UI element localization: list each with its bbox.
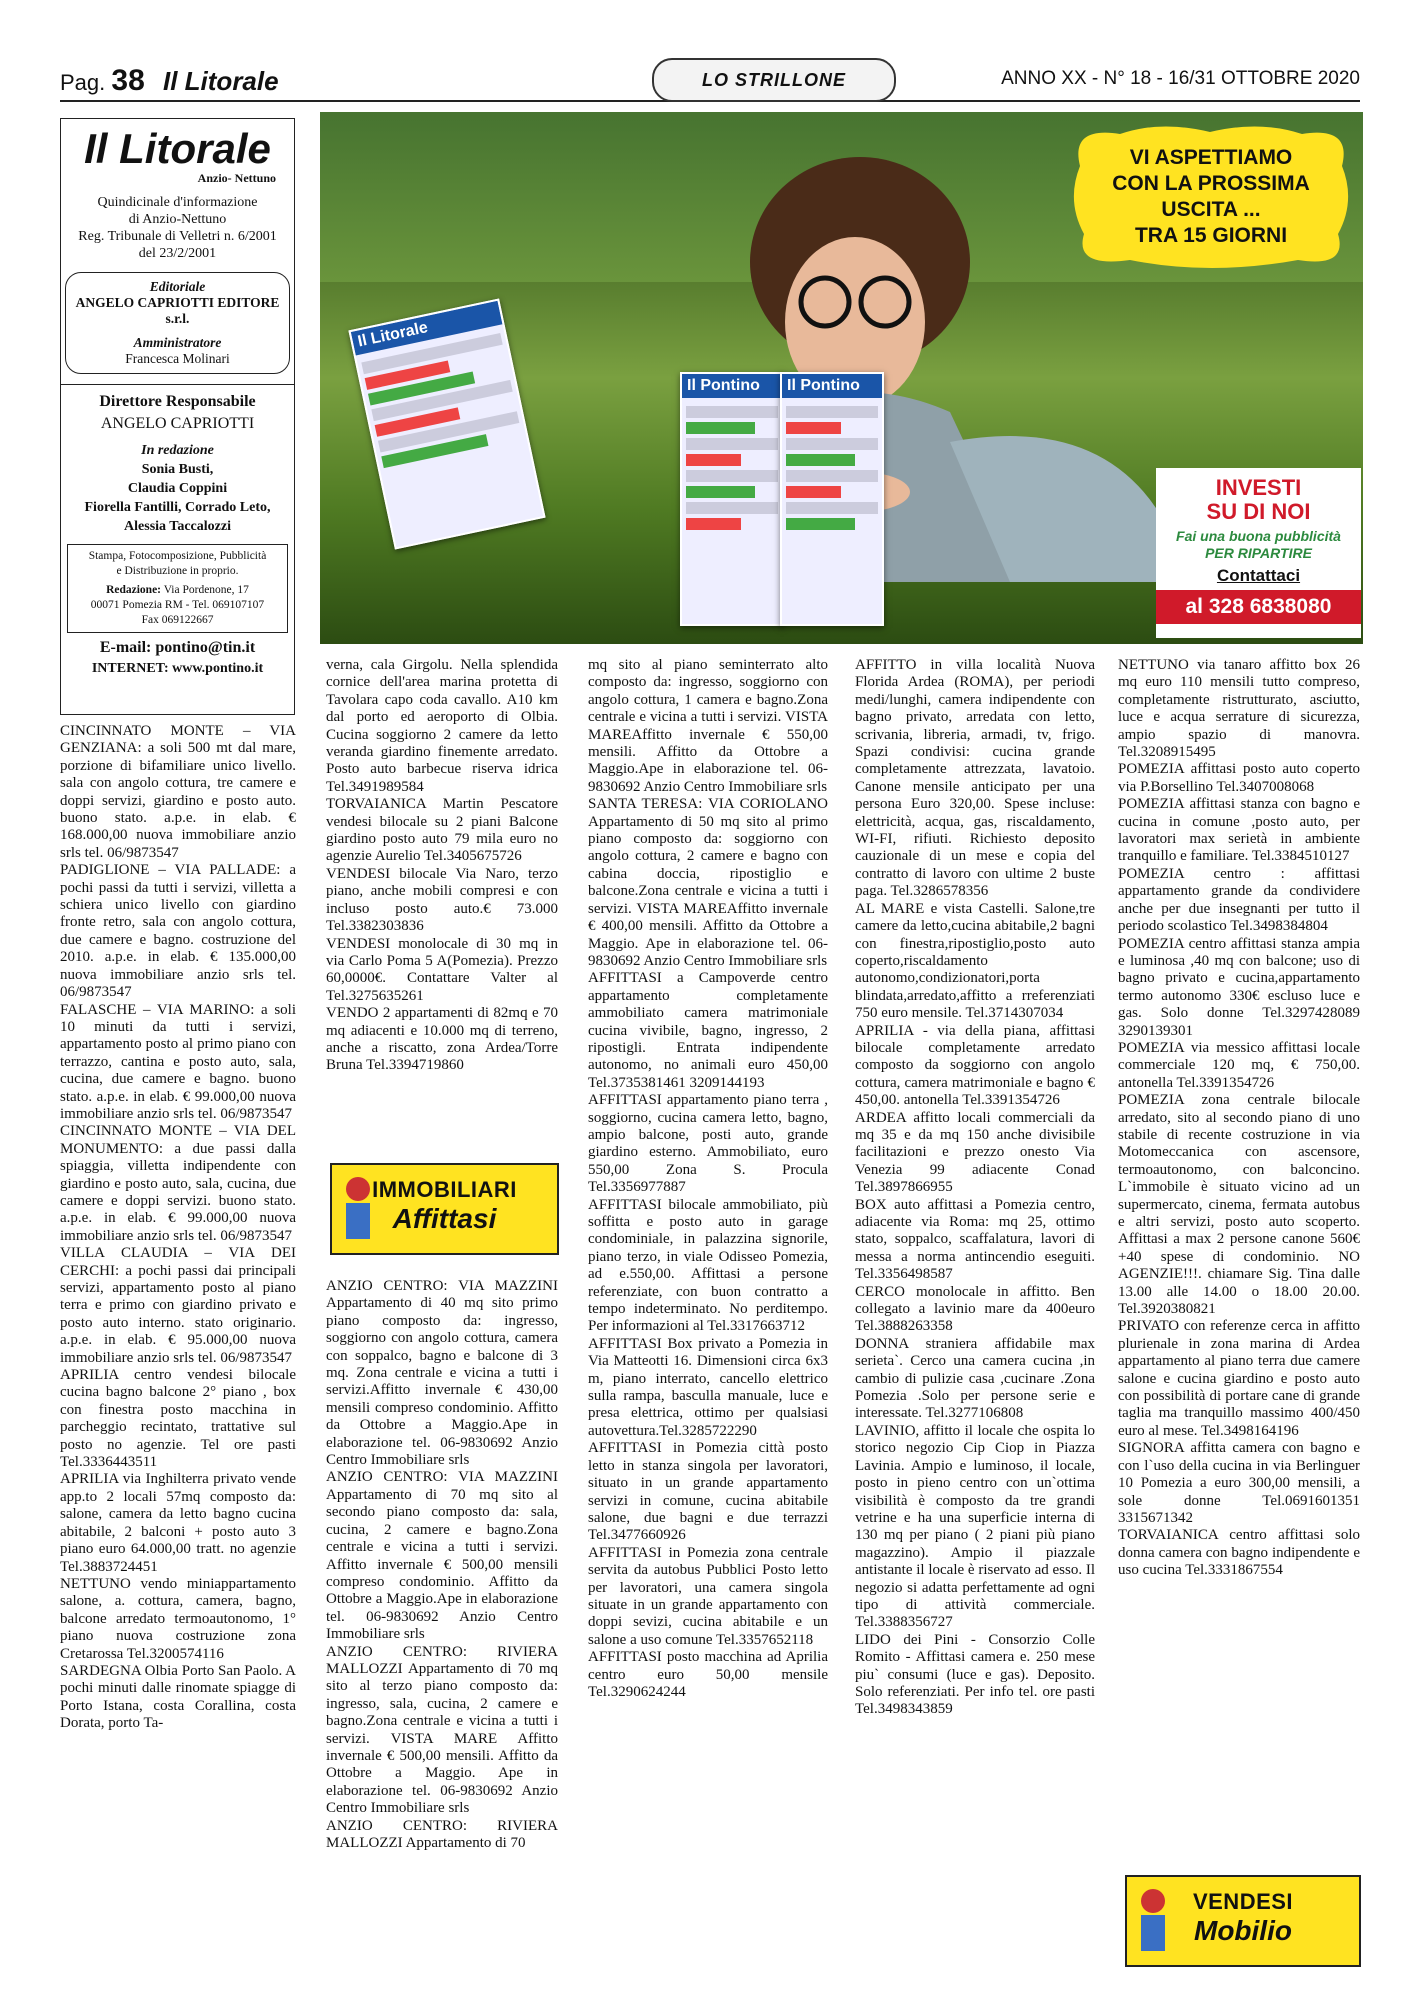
listing: ANZIO CENTRO: VIA MAZZINI Appartamento di 40 mq sito primo piano composto da: ingresso, soggiorno con angolo cottura, camera con soppalco, bagno e balcone di 3 mq. Zona centrale e vicina a tutti i servizi.Affitto invernale € 430,00 mensili compreso condominio. Affitto da Ottobre a Maggio.Ape in elaborazione tel. 06-9830692 Anzio Centro Immobiliare srls [326, 1278, 558, 1469]
magazine-pontino-2: Il Pontino [780, 372, 884, 626]
divider [61, 384, 294, 385]
director-label: Direttore Responsabile [99, 393, 256, 410]
listing: AFFITTASI Box privato a Pomezia in Via Matteotti 16. Dimensioni circa 6x3 m, piano interrato, cancello elettrico sulla rampa, basculla manuale, luce e presa elettrica, ottimo per qualsiasi autovettura.Tel.3285722290 [588, 1335, 828, 1439]
listing: LAVINIO, affitto il locale che ospita lo storico negozio Cip Ciop in Piazza Lavinia. Ampio e luminoso, il locale, posto in pieno centro con un`ottima visibilità è composto da tre grandi vetrine e ha una superficie interna di 130 mq per piano ( 2 piani più piano magazzino). Ampio il piazzale antistante il locale è riservato ad esso. Il negozio si adatta perfettamente ad ogni tipo di attività commerciale. Tel.3388356727 [855, 1422, 1095, 1631]
megaphone-man-icon [1131, 1885, 1175, 1955]
listing: APRILIA centro vendesi bilocale cucina bagno balcone 2° piano , box con finestra posto macchina in parcheggio recintato, trattative sul posto no agenzie. Tel ore pasti Tel.3336443511 [60, 1367, 296, 1471]
listing: LIDO dei Pini - Consorzio Colle Romito - Affittasi camera e. 250 mese piu` consumi (luce e gas). Deposito. Solo referenziati. Per info tel. ore pasti Tel.3498343859 [855, 1631, 1095, 1718]
masthead-box [60, 118, 295, 715]
promo-phone[interactable]: al 328 6838080 [1156, 590, 1361, 624]
next-issue-bubble: VI ASPETTIAMO CON LA PROSSIMA USCITA ... TRA 15 GIORNI [1070, 126, 1352, 268]
listing: SARDEGNA Olbia Porto San Paolo. A pochi minuti dalle rinomate spiagge di Porto Istana, costa Corallina, costa Dorata, porto Ta- [60, 1662, 296, 1732]
listing: PADIGLIONE – VIA PALLADE: a pochi passi da tutti i servizi, villetta a schiera unico livello con giardino fronte retro, sala con angolo cottura, due camere e bagno. costruzione del 2010. a.p.e. in elab. € 135.000,00 nuova immobiliare anzio srls tel. 06/9873547 [60, 862, 296, 1001]
listing: DONNA straniera affidabile max serieta`. Cerco una camera cucina ,in cambio di pulizie casa ,cucinare .Zona Pomezia .Solo per persone serie e interessate. Tel.3277106808 [855, 1335, 1095, 1422]
listing: AFFITTASI bilocale ammobiliato, più soffitta e posto auto in garage condominiale, in palazzina signorile, piano terzo, in viale Odisseo Pomezia, ad e.550,00. Affittasi a persone referenziate, con buon contratto a tempo indeterminato. No perditempo. Per informazioni al Tel.3317663712 [588, 1196, 828, 1335]
listing: POMEZIA affittasi stanza con bagno e cucina in comune ,posto auto, per lavoratori max serietà in ambiente tranquillo e familiare. Tel.3384510127 [1118, 796, 1360, 865]
listing: POMEZIA centro affittasi stanza ampia e luminosa ,40 mq con balcone; uso di bagno privato e cucina,appartamento termo autonomo 330€ escluso luce e gas. Solo donne Tel.3297428089 3290139301 [1118, 935, 1360, 1039]
listing: ANZIO CENTRO: RIVIERA MALLOZZI Appartamento di 70 mq sito al terzo piano composto da: ingresso, sala, cucina, 2 camere e bagno.Zona centrale e vicina a tutti i servizi. VISTA MARE Affitto invernale € 500,00 mensili. Affitto da Ottobre a Maggio. Ape in elaborazione tel. 06-9830692 Anzio Centro Immobiliare srls [326, 1643, 558, 1817]
classifieds-column-1 [60, 723, 296, 1733]
listing: APRILIA - via della piana, affittasi bilocale completamente arredato composto da soggiorno con angolo cottura, camera matrimoniale e bagno € 450,00. antonella Tel.3391354726 [855, 1022, 1095, 1109]
immobiliari-affittasi-banner: IMMOBILIARI Affittasi [330, 1163, 559, 1255]
editorial-box: Editoriale ANGELO CAPRIOTTI EDITORE s.r.l. Amministratore Francesca Molinari [65, 272, 290, 374]
listing: TORVAIANICA Martin Pescatore vendesi bilocale su 2 piani Balcone giardino posto auto 79 mila euro no agenzie Aurelio Tel.3405675726 [326, 796, 558, 865]
listing: FALASCHE – VIA MARINO: a soli 10 minuti da tutti i servizi, appartamento posto al primo piano con terrazzo, cantina e posto auto, sala, cucina, due camere e bagno. buono stato. a.p.e. in elab. € 99.000,00 nuova immobiliare anzio srls tel. 06/9873547 [60, 1001, 296, 1122]
magazine-pontino-1: Il Pontino [680, 372, 784, 626]
listing: AFFITTASI posto macchina ad Aprilia centro euro 50,00 mensile Tel.3290624244 [588, 1649, 828, 1700]
listing: ARDEA affitto locali commerciali da mq 35 e da mq 150 anche divisibile facilitazioni e prezzo onesto Via Venezia 99 adiacente Conad Tel.3897866955 [855, 1109, 1095, 1196]
listing: PRIVATO con referenze cerca in affitto plurienale in zona marina di Ardea appartamento al piano terra due camere salone e cucina giardino e posto auto con possibilità di portare cane di grande taglia ma tranquillo massimo 400/450 euro al mese. Tel.3498164196 [1118, 1318, 1360, 1439]
masthead-info: Quindicinale d'informazione di Anzio-Nettuno Reg. Tribunale di Velletri n. 6/2001 del 23/2/2001 [78, 195, 277, 261]
megaphone-man-icon [336, 1173, 380, 1243]
masthead-subtitle: Anzio- Nettuno [197, 171, 276, 185]
listing: POMEZIA affittasi posto auto coperto via P.Borsellino Tel.3407008068 [1118, 761, 1360, 795]
masthead-title: Il Litorale [84, 125, 271, 172]
invest-promo-box: INVESTI SU DI NOI Fai una buona pubblicità PER RIPARTIRE Contattaci al 328 6838080 [1156, 468, 1361, 638]
listing: ANZIO CENTRO: RIVIERA MALLOZZI Appartamento di 70 [326, 1817, 558, 1851]
listing: VENDESI bilocale Via Naro, terzo piano, anche mobili compresi e con incluso posto auto.€ 73.000 Tel.3382303836 [326, 865, 558, 935]
listing: AFFITTASI appartamento piano terra , soggiorno, cucina camera letto, bagno, ampio balcone, posti auto, grande giardino esterno. Ammobiliato, euro 550,00 Zona S. Procula Tel.3356977887 [588, 1092, 828, 1196]
classifieds-column-3 [588, 657, 828, 1701]
classifieds-column-5 [1118, 657, 1360, 1580]
listing: APRILIA via Inghilterra privato vende app.to 2 locali 57mq composto da: salone, camera da letto bagno cucina abitabile, 2 balconi + posto auto 3 piano euro 64.000,00 tratt. no agenzie Tel.3883724451 [60, 1471, 296, 1575]
page-number: Pag. 38 [60, 64, 145, 97]
classifieds-column-2a [326, 657, 558, 1075]
listing: AFFITTASI in Pomezia zona centrale servita da autobus Pubblici Posto letto per lavoratori, una camera singola situate in un grande appartamento con doppi sevizi, cucina abitabile e un salone a uso comune Tel.3357652118 [588, 1544, 828, 1648]
listing: VILLA CLAUDIA – VIA DEI CERCHI: a pochi passi dai principali servizi, appartamento posto al piano terra e primo con giardino privato e posto auto interno. stato originario. a.p.e. in elab. € 95.000,00 nuova immobiliare anzio srls tel. 06/9873547 [60, 1245, 296, 1366]
listing: POMEZIA via messico affittasi locale commerciale 120 mq, € 750,00. antonella Tel.3391354726 [1118, 1039, 1360, 1091]
staff-list: In redazione Sonia Busti, Claudia Coppini Fiorella Fantilli, Corrado Leto, Alessia Taccalozzi [84, 443, 271, 534]
vendesi-mobilio-banner: VENDESI Mobilio [1125, 1875, 1361, 1967]
listing: VENDESI monolocale di 30 mq in via Carlo Poma 5 A(Pomezia). Prezzo 60,0000€. Contattare Valter al Tel.3275635261 [326, 935, 558, 1004]
classifieds-column-2b [326, 1278, 558, 1852]
listing: SANTA TERESA: VIA CORIOLANO Appartamento di 50 mq sito al primo piano composto da: soggiorno con angolo cottura, 2 camere e bagno con cabina doccia, ripostiglio e balcone.Zona centrale e vicina a tutti i servizi. VISTA MAREAffitto invernale € 400,00 mensili. Affitto da Ottobre a Maggio. Ape in elaborazione tel. 06-9830692 Anzio Centro Immobiliare srls [588, 796, 828, 969]
website-link[interactable]: INTERNET: www.pontino.it [91, 661, 264, 676]
listing: TORVAIANICA centro affittasi solo donna camera con bagno indipendente e uso cucina Tel.3331867554 [1118, 1527, 1360, 1579]
office-box: Stampa, Fotocomposizione, Pubblicità e Distribuzione in proprio. Redazione: Via Pordenone, 17 00071 Pomezia RM - Tel. 069107107 Fax 069122667 [67, 544, 288, 633]
listing: POMEZIA centro : affittasi appartamento grande da condividere anche per due insegnanti per tutto il periodo scolastico Tel.3498384804 [1118, 865, 1360, 935]
publication-name: Il Litorale [163, 66, 279, 96]
director-name: ANGELO CAPRIOTTI [100, 415, 255, 432]
listing: POMEZIA zona centrale bilocale arredato, sito al secondo piano di uno stabile di recente costruzione in via Motomeccanica con ascensore, termoautonomo, con balconcino. L`immobile è situato vicino ad un supermercato, cinema, fermata autobus e altri servizi, posto auto scoperto. Affittasi a max 2 persone canone 560€+40 spese di condominio. NO AGENZIE!!!. chiamare Sig. Tina dalle 13.00 alle 14.00 o 18.00 20.00. Tel.3920380821 [1118, 1092, 1360, 1318]
listing: VENDO 2 appartamenti di 82mq e 70 mq adiacenti e 10.000 mq di terreno, anche a riscatto, zona Ardea/Torre Bruna Tel.3394719860 [326, 1005, 558, 1074]
listing: CERCO monolocale in affitto. Ben collegato a lavinio mare da 400euro Tel.3888263358 [855, 1283, 1095, 1335]
listing: NETTUNO vendo miniappartamento salone, a. cottura, camera, bagno, balcone arredato termoautonomo, 1° piano nuova costruzione zona Cretarossa Tel.3200574116 [60, 1575, 296, 1662]
magazine-litorale: Il Litorale [348, 298, 545, 549]
lo-strillone-logo: LO STRILLONE [652, 58, 896, 102]
listing: CINCINNATO MONTE – VIA GENZIANA: a soli 500 mt dal mare, porzione di bifamiliare unico livello. sala con angolo cottura, tre camere e doppi servizi, giardino e posto auto. buono stato. a.p.e. in elab. € 168.000,00 nuova immobiliare anzio srls tel. 06/9873547 [60, 723, 296, 861]
page-header [60, 60, 1360, 102]
listing: AL MARE e vista Castelli. Salone,tre camere da letto,cucina abitabile,2 bagni con finestra,ripostiglio,posto auto coperto,riscaldamento autonomo,condizionatori,porta blindata,arredato,affitto a rreferenziati 750 euro mensile. Tel.3714307034 [855, 900, 1095, 1022]
listing: NETTUNO via tanaro affitto box 26 mq euro 110 mensili tutto compreso, completamente ristrutturato, asciutto, luce e acqua serrature di sicurezza, ampio spazio di manovra. Tel.3208915495 [1118, 657, 1360, 761]
classifieds-column-4 [855, 657, 1095, 1719]
listing: mq sito al piano seminterrato alto composto da: ingresso, soggiorno con angolo cottura, 1 camera e bagno.Zona centrale e vicina a tutti i servizi. VISTA MAREAffitto invernale € 550,00 mensili. Affitto da Ottobre a Maggio.Ape in elaborazione tel. 06-9830692 Anzio Centro Immobiliare srls [588, 657, 828, 795]
listing: verna, cala Girgolu. Nella splendida cornice dell'area marina protetta di Tavolara capo coda cavallo. A10 km dal porto ed aeroporto di Olbia. Cucina soggiorno 2 camere da letto veranda giardino finemente arredato. Posto auto barbecue riserva idrica Tel.3491989584 [326, 657, 558, 795]
email-link[interactable]: E-mail: pontino@tin.it [99, 639, 256, 656]
listing: BOX auto affittasi a Pomezia centro, adiacente via Roma: mq 25, ottimo stato, soppalco, scaffalatura, lavori di messa a norma antincendio eseguiti. Tel.3356498587 [855, 1196, 1095, 1283]
listing: AFFITTASI in Pomezia città posto letto in stanza singola per lavoratori, situato in un grande appartamento servizi in comune, cucina abitabile salone, due bagni e due terrazzi Tel.3477660926 [588, 1440, 828, 1544]
listing: CINCINNATO MONTE – VIA DEL MONUMENTO: a due passi dalla spiaggia, villetta indipendente con giardino e posto auto, sala, cucina, due camere e doppi servizi. buono stato. a.p.e. in elab. € 99.000,00 nuova immobiliare anzio srls tel. 06/9873547 [60, 1123, 296, 1244]
listing: ANZIO CENTRO: VIA MAZZINI Appartamento di 70 mq sito al secondo piano composto da: sala, cucina, 2 camere e bagno.Zona centrale e vicina a tutti i servizi. Affitto invernale € 500,00 mensili compreso condominio. Affitto da Ottobre a Maggio.Ape in elaborazione tel. 06-9830692 Anzio Centro Immobiliare srls [326, 1469, 558, 1643]
listing: AFFITTO in villa località Nuova Florida Ardea (ROMA), per periodi medi/lunghi, camera indipendente con bagno privato, arredata con letto, scrivania, libreria, armadi, tv, frigo. Spazi condivisi: cucina grande completamente attrezzata, lavatoio. Canone mensile anticipato per una persona Euro 320,00. Spese incluse: elettricità, acqua, gas, riscaldamento, WI-FI, rifiuti. Richiesto deposito cauzionale di un mese e copia del contratto di lavoro con ultime 2 buste paga. Tel.3286578356 [855, 657, 1095, 900]
listing: SIGNORA affitta camera con bagno e con l`uso della cucina in via Berlinguer 10 Pomezia a euro 300,00 mensili, a sole donne Tel.0691601351 3315671342 [1118, 1440, 1360, 1526]
issue-info: ANNO XX - N° 18 - 16/31 OTTOBRE 2020 [1001, 68, 1360, 89]
listing: AFFITTASI a Campoverde centro appartamento completamente ammobiliato camera matrimoniale cucina vivibile, bagno, ingresso, 2 ripostigli. Entrata indipendente autonomo, no animali euro 450,00 Tel.3735381461 3209144193 [588, 970, 828, 1091]
advertisement-photo [320, 112, 1363, 644]
